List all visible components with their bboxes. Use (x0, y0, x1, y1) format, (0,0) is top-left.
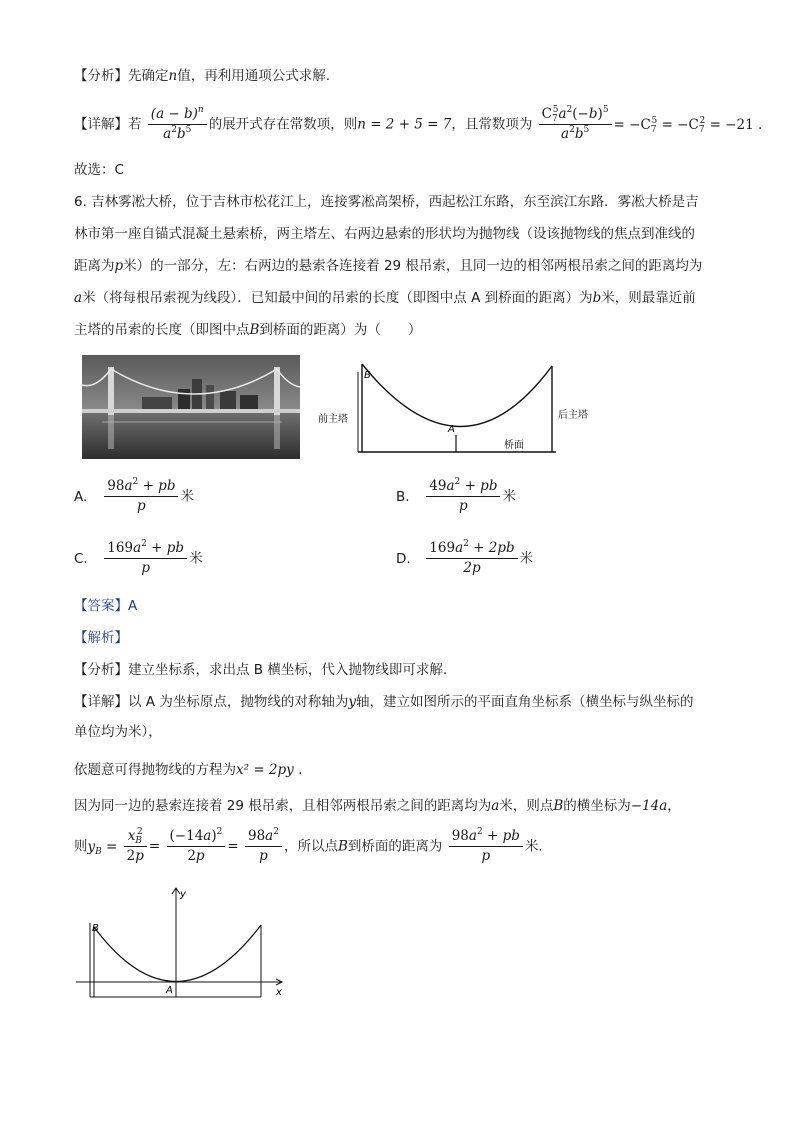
coef: 49 (429, 478, 447, 494)
detail-text: 的展开式存在常数项，则 (208, 116, 358, 133)
B-label: B (92, 923, 99, 934)
text: 到桥面的距离为 (347, 838, 443, 855)
pb-term: + pb (142, 478, 176, 494)
q6-detail-3 (74, 760, 302, 780)
q6-detail-4 (74, 796, 681, 816)
var-p: p (114, 258, 124, 274)
text: 距离为 (74, 258, 115, 274)
label-rear-tower: 后主塔 (558, 410, 588, 421)
text: 以 A 为坐标原点，抛物线的对称轴为 (128, 694, 349, 710)
option-letter: A. (74, 488, 88, 505)
q6-detail-5: 则$y_B$ = $\frac{x_B^2}{2p}$ = $\frac{(-14a)^2}{2p}$ = $\frac{98a^2}{p}$ ，所以点B到桥面的距离为 $\frac{98a^2 + pb}{p}$ 米. (74, 827, 543, 864)
binomial-fraction: $\frac{(a - b)^n}{a^2b^5}$ (148, 106, 207, 143)
detail-tag: 【详解】 (74, 694, 128, 710)
yb-fraction-2: $\frac{(-14a)^2}{2p}$ (167, 828, 226, 865)
unit: 米 (519, 550, 534, 567)
parabola-equation: x² = 2py (236, 762, 294, 778)
unit: 米 (189, 550, 203, 567)
option-letter: C. (74, 550, 88, 567)
analysis-text: 先确定 (128, 68, 169, 84)
result-2: = −C (661, 116, 699, 133)
label-deck: 桥面 (504, 440, 524, 451)
denominator: 2p (463, 560, 481, 576)
distance-fraction: $\frac{98a^2 + pb}{p}$ (449, 828, 523, 865)
analysis-tag: 【分析】 (74, 68, 128, 84)
constant-term-fraction: $\frac{C_7^5a^2(-b)^5}{a^2b^5}$ (539, 106, 612, 143)
x-label: x (276, 987, 282, 998)
point-B: B (337, 838, 348, 855)
var-b: b (592, 290, 602, 306)
text: 米，则最靠近前 (601, 290, 696, 306)
option-C[interactable] (74, 540, 203, 577)
detail-text: 若 (128, 116, 142, 133)
q6-line-2: 林市第一座自锚式混凝土悬索桥，两主塔左、右两边悬索的形状均为抛物线（设该抛物线的焦点到准线的 (74, 226, 695, 242)
text: 因为同一边的悬索连接着 29 根吊索，且相邻两根吊索之间的距离均为 (74, 798, 492, 814)
bridge-diagram (312, 350, 602, 458)
A-label: A (166, 985, 173, 996)
text: ， (667, 798, 681, 814)
analysis-tag: 【分析】 (74, 662, 128, 678)
bridge-photo (82, 355, 300, 459)
q6-line-3 (74, 256, 702, 276)
text: 的横坐标为 (563, 798, 631, 814)
label-B: B (364, 370, 371, 381)
q6-detail-1 (74, 692, 693, 712)
pb-term: + pb (464, 478, 498, 494)
yb-fraction-1: $\frac{x_B^2}{2p}$ (124, 828, 147, 865)
x-coordinate: −14a (630, 798, 668, 814)
point-B: B (249, 322, 260, 338)
text: 米. (524, 838, 543, 855)
q5-analysis (74, 66, 330, 86)
parabola (94, 925, 261, 982)
result-1: = −C (613, 116, 651, 133)
var-n: n (168, 68, 178, 84)
option-fraction: $\frac{98a^2 + pb}{p}$ (104, 478, 178, 515)
text: 主塔的吊索的长度（即图中点 (74, 322, 250, 338)
option-fraction: $\frac{49a^2 + pb}{p}$ (426, 478, 500, 515)
coef: 169 (429, 540, 456, 556)
coef: 98 (107, 478, 125, 494)
coordinate-diagram (72, 885, 292, 1003)
detail-text: ，且常数项为 (451, 116, 533, 133)
unit: 米 (502, 488, 516, 505)
option-B[interactable] (396, 478, 516, 515)
suspension-cable (362, 364, 552, 427)
text: 米（将每根吊索视为线段）．已知最中间的吊索的长度（即图中点 A 到桥面的距离）为 (82, 290, 593, 306)
option-letter: D. (396, 550, 411, 567)
text: 依题意可得抛物线的方程为 (74, 762, 236, 778)
yb-fraction-3: $\frac{98a^2}{p}$ (245, 828, 282, 865)
analysis-text: 值，再利用通项公式求解. (177, 68, 330, 84)
pb-term: + 2pb (473, 540, 515, 556)
var-y: y (348, 694, 356, 710)
q6-detail-2: 单位均为米）， (74, 724, 162, 740)
detail-tag: 【详解】 (74, 116, 128, 133)
unit: 米 (180, 488, 194, 505)
result-3: = −21 . (709, 116, 763, 133)
denominator: p (137, 498, 146, 514)
var-a: a (74, 290, 83, 306)
q6-line-5 (74, 320, 421, 340)
q5-choice: 故选：C (74, 162, 124, 178)
var-a: a (491, 798, 500, 814)
coef: 169 (107, 540, 134, 556)
explain-title: 【解析】 (74, 630, 128, 646)
text: 轴，建立如图所示的平面直角坐标系（横坐标与纵坐标的 (355, 694, 694, 710)
analysis-text: 建立坐标系，求出点 B 横坐标，代入抛物线即可求解. (128, 662, 448, 678)
text: 米）的一部分，左：右两边的悬索各连接着 29 根吊索，且同一边的相邻两根吊索之间的距离均为 (123, 258, 703, 274)
q5-detail: 【详解】若 $\frac{(a - b)^n}{a^2b^5}$ 的展开式存在常数项，则n = 2 + 5 = 7，且常数项为 $\frac{C_7^5a^2(-b)^5}{a^2b^5}$ = $-C_7^5 = -C_7^2 = -21$ . (74, 105, 763, 142)
y-label: y (180, 889, 186, 900)
pb-term: + pb (151, 540, 185, 556)
denominator: p (141, 560, 150, 576)
option-letter: B. (396, 488, 410, 505)
text: . (298, 762, 303, 778)
text: 到桥面的距离）为（ ） (259, 322, 422, 338)
denominator: p (459, 498, 468, 514)
option-fraction: $\frac{169a^2 + pb}{p}$ (104, 540, 187, 577)
option-fraction: $\frac{169a^2 + 2pb}{2p}$ (426, 540, 517, 577)
q6-line-1: 6. 吉林雾凇大桥，位于吉林市松花江上，连接雾凇高架桥，西起松江东路，东至滨江东路．雾凇大桥是吉 (74, 194, 699, 210)
q6-analysis (74, 660, 447, 680)
text: 则 (74, 838, 88, 855)
option-D[interactable] (396, 540, 533, 577)
point-B: B (553, 798, 564, 814)
text: 米，则点 (499, 798, 554, 814)
label-A: A (448, 424, 455, 435)
n-equation: n = 2 + 5 = 7 (357, 116, 452, 133)
option-A[interactable] (74, 478, 194, 515)
q6-line-4 (74, 288, 696, 308)
answer: 【答案】A (74, 598, 138, 614)
label-front-tower: 前主塔 (318, 414, 348, 425)
text: ，所以点 (283, 838, 338, 855)
